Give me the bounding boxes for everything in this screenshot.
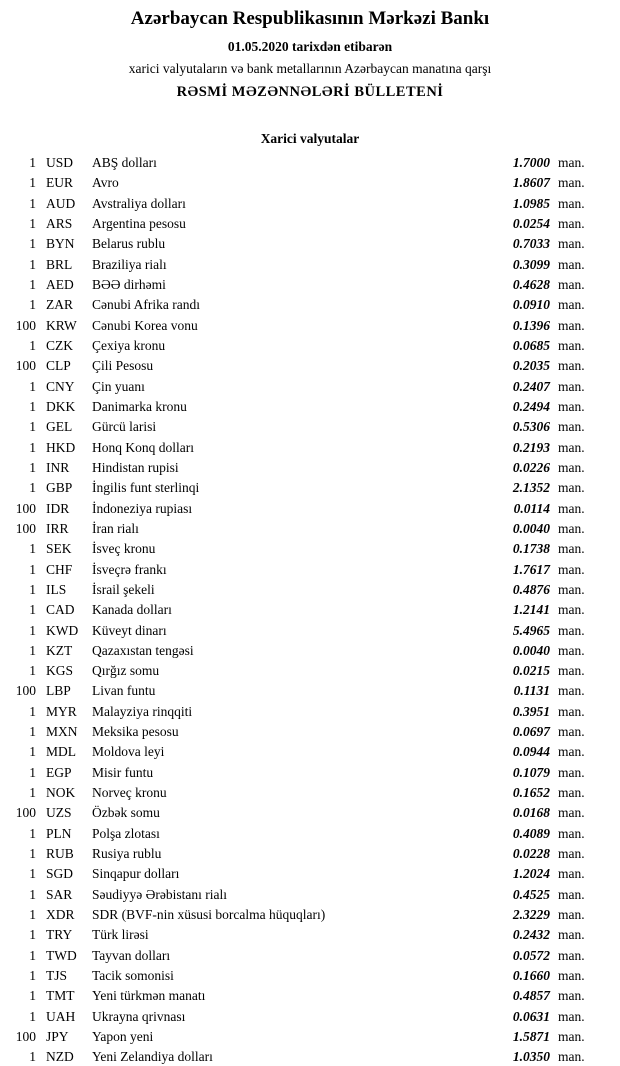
unit-label: man. xyxy=(558,520,585,536)
rate-row xyxy=(6,803,594,823)
rate-value: 2.1352 xyxy=(512,480,550,496)
currency-name: İsveç kronu xyxy=(92,541,156,557)
currency-code: CLP xyxy=(46,358,71,374)
rate-row xyxy=(6,925,594,945)
rate-row xyxy=(6,905,594,925)
rate-value: 0.0631 xyxy=(512,1008,550,1024)
unit-label: man. xyxy=(558,703,585,719)
unit-label: man. xyxy=(558,622,585,638)
currency-name: Çin yuanı xyxy=(92,378,145,394)
rate-row xyxy=(6,295,594,315)
currency-code: CZK xyxy=(46,337,73,353)
rate-value: 0.0114 xyxy=(513,500,550,516)
unit-label: man. xyxy=(558,785,585,801)
currency-name: Livan funtu xyxy=(92,683,156,699)
unit-label: man. xyxy=(558,642,585,658)
rate-value: 0.0685 xyxy=(512,337,550,353)
quantity: 1 xyxy=(29,419,36,435)
currency-code: TMT xyxy=(46,988,75,1004)
unit-label: man. xyxy=(558,500,585,516)
currency-name: Meksika pesosu xyxy=(92,724,179,740)
unit-label: man. xyxy=(558,175,585,191)
quantity: 1 xyxy=(29,744,36,760)
currency-name: BƏƏ dirhəmi xyxy=(92,276,166,292)
unit-label: man. xyxy=(558,378,585,394)
currency-name: Küveyt dinarı xyxy=(92,622,167,638)
currency-name: Belarus rublu xyxy=(92,236,166,252)
quantity: 100 xyxy=(15,1029,36,1045)
quantity: 1 xyxy=(29,602,36,618)
currency-name: Tacik somonisi xyxy=(92,968,174,984)
currency-code: BYN xyxy=(46,236,75,252)
quantity: 1 xyxy=(29,764,36,780)
currency-name: Danimarka kronu xyxy=(92,398,187,414)
rate-value: 0.4089 xyxy=(512,825,550,841)
currency-code: ZAR xyxy=(46,297,73,313)
currency-code: PLN xyxy=(46,825,72,841)
unit-label: man. xyxy=(558,195,585,211)
rate-value: 0.7033 xyxy=(512,236,550,252)
unit-label: man. xyxy=(558,154,585,170)
rate-row xyxy=(6,580,594,600)
unit-label: man. xyxy=(558,683,585,699)
currency-name: Türk lirəsi xyxy=(92,927,149,943)
quantity: 1 xyxy=(29,276,36,292)
unit-label: man. xyxy=(558,663,585,679)
rate-value: 1.0350 xyxy=(512,1049,550,1065)
currency-name: Malayziya rinqqiti xyxy=(92,703,193,719)
quantity: 1 xyxy=(29,378,36,394)
quantity: 1 xyxy=(29,886,36,902)
currency-code: ILS xyxy=(46,581,67,597)
rate-row xyxy=(6,885,594,905)
rate-value: 0.4525 xyxy=(512,886,550,902)
unit-label: man. xyxy=(558,886,585,902)
unit-label: man. xyxy=(558,988,585,1004)
rate-value: 1.8607 xyxy=(512,175,550,191)
quantity: 1 xyxy=(29,154,36,170)
rate-value: 0.0572 xyxy=(512,947,550,963)
currency-name: Gürcü larisi xyxy=(92,419,157,435)
unit-label: man. xyxy=(558,561,585,577)
rate-row xyxy=(6,193,594,213)
rate-row xyxy=(6,1047,594,1066)
unit-label: man. xyxy=(558,1008,585,1024)
rate-row xyxy=(6,214,594,234)
quantity: 1 xyxy=(29,907,36,923)
quantity: 1 xyxy=(29,459,36,475)
quantity: 1 xyxy=(29,439,36,455)
unit-label: man. xyxy=(558,337,585,353)
currency-code: CNY xyxy=(46,378,75,394)
currency-code: KRW xyxy=(46,317,77,333)
currency-name: İsrail şekeli xyxy=(92,581,155,597)
unit-label: man. xyxy=(558,459,585,475)
quantity: 1 xyxy=(29,846,36,862)
currency-name: Argentina pesosu xyxy=(92,215,186,231)
currency-code: DKK xyxy=(46,398,76,414)
currency-name: İndoneziya rupiası xyxy=(92,500,193,516)
page-title: Azərbaycan Respublikasının Mərkəzi Bankı xyxy=(130,8,490,29)
rate-row xyxy=(6,315,594,335)
rate-row xyxy=(6,600,594,620)
unit-label: man. xyxy=(558,825,585,841)
rate-row xyxy=(6,275,594,295)
unit-label: man. xyxy=(558,419,585,435)
unit-label: man. xyxy=(558,439,585,455)
quantity: 1 xyxy=(29,480,36,496)
unit-label: man. xyxy=(558,297,585,313)
rate-value: 1.2024 xyxy=(512,866,550,882)
rate-value: 0.4628 xyxy=(512,276,550,292)
quantity: 1 xyxy=(29,642,36,658)
unit-label: man. xyxy=(558,1049,585,1065)
bulletin-subtitle: xarici valyutaların və bank metallarının Azərbaycan manatına qarşı xyxy=(128,60,492,76)
rate-value: 0.4857 xyxy=(512,988,550,1004)
unit-label: man. xyxy=(558,744,585,760)
rate-value: 0.0910 xyxy=(512,297,550,313)
quantity: 1 xyxy=(29,968,36,984)
bulletin-title: RƏSMİ MƏZƏNNƏLƏRİ BÜLLETENİ xyxy=(176,83,444,100)
rate-row xyxy=(6,966,594,986)
rate-row xyxy=(6,722,594,742)
quantity: 1 xyxy=(29,927,36,943)
currency-code: ARS xyxy=(46,215,73,231)
rate-value: 0.0226 xyxy=(512,459,550,475)
quantity: 1 xyxy=(29,175,36,191)
unit-label: man. xyxy=(558,256,585,272)
currency-code: EUR xyxy=(46,175,73,191)
quantity: 1 xyxy=(29,724,36,740)
currency-name: SDR (BVF-nin xüsusi borcalma hüquqları) xyxy=(92,907,326,923)
rate-value: 0.0944 xyxy=(512,744,550,760)
currency-name: Cənubi Afrika randı xyxy=(92,297,200,313)
rate-row xyxy=(6,498,594,518)
quantity: 100 xyxy=(15,520,36,536)
quantity: 1 xyxy=(29,785,36,801)
currency-code: XDR xyxy=(46,907,75,923)
unit-label: man. xyxy=(558,581,585,597)
currency-code: MXN xyxy=(46,724,78,740)
rate-row xyxy=(6,397,594,417)
rate-row xyxy=(6,519,594,539)
rate-value: 0.0254 xyxy=(512,215,550,231)
currency-code: HKD xyxy=(46,439,76,455)
rate-value: 0.1396 xyxy=(512,317,550,333)
currency-name: Polşa zlotası xyxy=(92,825,160,841)
currency-code: GEL xyxy=(46,419,73,435)
currency-name: Norveç kronu xyxy=(92,785,167,801)
rate-row xyxy=(6,254,594,274)
rate-row xyxy=(6,763,594,783)
rate-value: 5.4965 xyxy=(512,622,550,638)
currency-name: Tayvan dolları xyxy=(92,947,171,963)
rate-row xyxy=(6,1027,594,1047)
rate-value: 0.1079 xyxy=(512,764,550,780)
currency-name: Cənubi Korea vonu xyxy=(92,317,198,333)
rate-value: 1.7000 xyxy=(512,154,550,170)
currency-name: Yeni türkmən manatı xyxy=(92,988,206,1004)
rate-value: 0.2432 xyxy=(512,927,550,943)
quantity: 1 xyxy=(29,337,36,353)
rate-row xyxy=(6,417,594,437)
currency-code: CAD xyxy=(46,602,75,618)
unit-label: man. xyxy=(558,846,585,862)
currency-name: Avstraliya dolları xyxy=(92,195,186,211)
currency-code: KGS xyxy=(46,663,74,679)
unit-label: man. xyxy=(558,236,585,252)
quantity: 1 xyxy=(29,1008,36,1024)
currency-name: Səudiyyə Ərəbistanı rialı xyxy=(92,886,227,902)
quantity: 1 xyxy=(29,947,36,963)
unit-label: man. xyxy=(558,358,585,374)
currency-code: JPY xyxy=(46,1029,69,1045)
rate-row xyxy=(6,478,594,498)
currency-code: NZD xyxy=(46,1049,74,1065)
rate-row xyxy=(6,620,594,640)
currency-name: Sinqapur dolları xyxy=(92,866,180,882)
rate-row xyxy=(6,742,594,762)
rate-value: 0.2407 xyxy=(512,378,550,394)
currency-code: TJS xyxy=(46,968,68,984)
currency-code: UAH xyxy=(46,1008,76,1024)
rate-value: 0.4876 xyxy=(512,581,550,597)
rate-row xyxy=(6,702,594,722)
currency-code: EGP xyxy=(46,764,72,780)
currency-code: SGD xyxy=(46,866,74,882)
currency-name: İsveçrə frankı xyxy=(92,561,167,577)
rate-row xyxy=(6,437,594,457)
rate-row xyxy=(6,376,594,396)
quantity: 1 xyxy=(29,297,36,313)
rate-value: 0.5306 xyxy=(512,419,550,435)
rate-value: 1.5871 xyxy=(512,1029,550,1045)
quantity: 1 xyxy=(29,663,36,679)
rate-value: 1.2141 xyxy=(512,602,550,618)
rate-value: 1.7617 xyxy=(512,561,550,577)
rate-row xyxy=(6,946,594,966)
quantity: 1 xyxy=(29,398,36,414)
rate-row xyxy=(6,824,594,844)
quantity: 1 xyxy=(29,195,36,211)
currency-code: MDL xyxy=(46,744,76,760)
currency-code: AUD xyxy=(46,195,76,211)
currency-name: Hindistan rupisi xyxy=(92,459,179,475)
quantity: 1 xyxy=(29,236,36,252)
quantity: 1 xyxy=(29,703,36,719)
quantity: 1 xyxy=(29,825,36,841)
rates-table xyxy=(0,153,620,1066)
currency-code: KWD xyxy=(46,622,79,638)
quantity: 1 xyxy=(29,581,36,597)
currency-name: Qırğız somu xyxy=(92,663,160,679)
rate-value: 0.1738 xyxy=(512,541,550,557)
currency-name: İran rialı xyxy=(92,520,139,536)
currency-name: Çili Pesosu xyxy=(92,358,154,374)
rate-row xyxy=(6,661,594,681)
bulletin-header xyxy=(0,0,620,101)
currency-code: MYR xyxy=(46,703,77,719)
currency-code: TWD xyxy=(46,947,77,963)
currency-code: TRY xyxy=(46,927,73,943)
currency-code: CHF xyxy=(46,561,73,577)
unit-label: man. xyxy=(558,276,585,292)
rate-row xyxy=(6,1007,594,1027)
currency-code: IRR xyxy=(46,520,69,536)
unit-label: man. xyxy=(558,907,585,923)
effective-date: 01.05.2020 tarixdən etibarən xyxy=(227,38,393,54)
rate-value: 0.0228 xyxy=(512,846,550,862)
rate-value: 0.0040 xyxy=(512,520,550,536)
rate-value: 0.2035 xyxy=(512,358,550,374)
section-title-foreign-currencies: Xarici valyutalar xyxy=(260,130,360,146)
quantity: 1 xyxy=(29,541,36,557)
rate-row xyxy=(6,681,594,701)
rate-value: 0.0168 xyxy=(512,805,550,821)
currency-code: GBP xyxy=(46,480,73,496)
rate-value: 2.3229 xyxy=(512,907,550,923)
currency-code: AED xyxy=(46,276,74,292)
unit-label: man. xyxy=(558,927,585,943)
quantity: 1 xyxy=(29,866,36,882)
currency-code: SAR xyxy=(46,886,73,902)
currency-code: UZS xyxy=(46,805,72,821)
unit-label: man. xyxy=(558,541,585,557)
rate-value: 0.0215 xyxy=(512,663,550,679)
rate-value: 0.2494 xyxy=(512,398,550,414)
rate-row xyxy=(6,458,594,478)
rate-row xyxy=(6,986,594,1006)
rate-row xyxy=(6,844,594,864)
currency-name: Moldova leyi xyxy=(92,744,165,760)
quantity: 1 xyxy=(29,1049,36,1065)
currency-name: Ukrayna qrivnası xyxy=(92,1008,186,1024)
quantity: 100 xyxy=(15,500,36,516)
rate-value: 1.0985 xyxy=(512,195,550,211)
currency-code: IDR xyxy=(46,500,70,516)
rate-row xyxy=(6,153,594,173)
unit-label: man. xyxy=(558,805,585,821)
currency-name: Yeni Zelandiya dolları xyxy=(92,1049,213,1065)
currency-code: INR xyxy=(46,459,70,475)
currency-code: BRL xyxy=(46,256,73,272)
unit-label: man. xyxy=(558,866,585,882)
unit-label: man. xyxy=(558,215,585,231)
currency-name: Misir funtu xyxy=(92,764,154,780)
rate-row xyxy=(6,336,594,356)
currency-name: Çexiya kronu xyxy=(92,337,166,353)
rate-row xyxy=(6,173,594,193)
currency-code: SEK xyxy=(46,541,72,557)
rate-row xyxy=(6,783,594,803)
currency-name: Özbək somu xyxy=(92,805,160,821)
unit-label: man. xyxy=(558,480,585,496)
rate-value: 0.1652 xyxy=(512,785,550,801)
quantity: 100 xyxy=(15,805,36,821)
rate-row xyxy=(6,559,594,579)
quantity: 1 xyxy=(29,622,36,638)
quantity: 1 xyxy=(29,256,36,272)
currency-name: Rusiya rublu xyxy=(92,846,162,862)
unit-label: man. xyxy=(558,398,585,414)
currency-code: RUB xyxy=(46,846,74,862)
currency-name: İngilis funt sterlinqi xyxy=(92,480,200,496)
unit-label: man. xyxy=(558,947,585,963)
quantity: 1 xyxy=(29,988,36,1004)
rate-row xyxy=(6,356,594,376)
currency-name: Yapon yeni xyxy=(92,1029,154,1045)
rate-row xyxy=(6,864,594,884)
currency-name: Honq Konq dolları xyxy=(92,439,194,455)
currency-code: NOK xyxy=(46,785,76,801)
currency-code: KZT xyxy=(46,642,73,658)
rate-value: 0.1660 xyxy=(512,968,550,984)
currency-name: Braziliya rialı xyxy=(92,256,167,272)
unit-label: man. xyxy=(558,1029,585,1045)
rate-value: 0.0697 xyxy=(512,724,550,740)
quantity: 100 xyxy=(15,683,36,699)
currency-code: LBP xyxy=(46,683,71,699)
rate-value: 0.1131 xyxy=(513,683,550,699)
unit-label: man. xyxy=(558,968,585,984)
rate-value: 0.3951 xyxy=(512,703,550,719)
currency-name: ABŞ dolları xyxy=(92,154,157,170)
rate-row xyxy=(6,234,594,254)
unit-label: man. xyxy=(558,764,585,780)
quantity: 100 xyxy=(15,358,36,374)
quantity: 100 xyxy=(15,317,36,333)
currency-name: Avro xyxy=(92,175,119,191)
unit-label: man. xyxy=(558,602,585,618)
rate-value: 0.2193 xyxy=(512,439,550,455)
unit-label: man. xyxy=(558,317,585,333)
currency-code: USD xyxy=(46,154,74,170)
quantity: 1 xyxy=(29,561,36,577)
rate-value: 0.3099 xyxy=(512,256,550,272)
quantity: 1 xyxy=(29,215,36,231)
currency-name: Qazaxıstan tengəsi xyxy=(92,642,194,658)
rate-row xyxy=(6,539,594,559)
currency-name: Kanada dolları xyxy=(92,602,172,618)
rate-value: 0.0040 xyxy=(512,642,550,658)
rate-row xyxy=(6,641,594,661)
unit-label: man. xyxy=(558,724,585,740)
